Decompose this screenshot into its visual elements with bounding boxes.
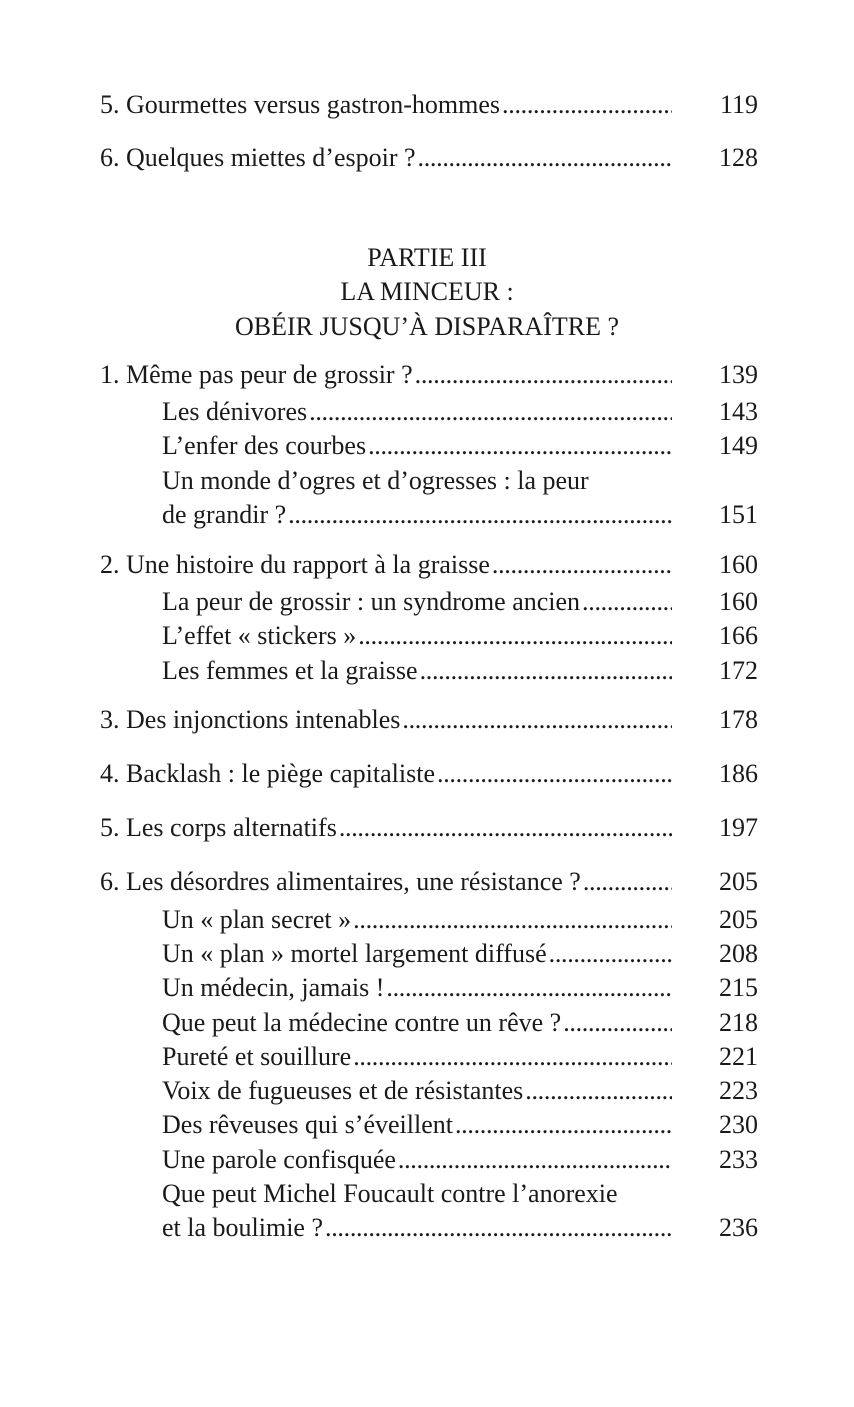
toc-entry-label: Un « plan » mortel largement diffusé: [162, 939, 547, 968]
toc-entry: [162, 1143, 672, 1177]
dot-leader: [549, 937, 672, 971]
toc-entry: [162, 395, 672, 429]
toc-page-number: 128: [719, 143, 758, 172]
toc-page-number: 149: [719, 431, 758, 460]
toc-entry: [162, 1108, 672, 1142]
dot-leader: [582, 585, 672, 619]
toc-page-number: 172: [719, 656, 758, 685]
toc-entry-label: L’effet « stickers »: [162, 621, 357, 650]
dot-leader: [563, 1006, 672, 1040]
toc-page-number: 230: [719, 1110, 758, 1139]
toc-entry-label: Les femmes et la graisse: [162, 656, 418, 685]
toc-entry: [162, 1074, 672, 1108]
dot-leader: [420, 654, 672, 688]
toc-entry-label: Pureté et souillure: [162, 1042, 352, 1071]
dot-leader: [353, 1040, 672, 1074]
dot-leader: [402, 703, 672, 737]
toc-entry-label: Que peut la médecine contre un rêve ?: [162, 1008, 562, 1037]
toc-entry: [100, 703, 672, 737]
toc-entry: [162, 585, 672, 619]
dot-leader: [455, 1108, 672, 1142]
toc-entry-label: 5. Les corps alternatifs: [100, 813, 337, 842]
toc-page-number: 205: [719, 867, 758, 896]
toc-entry-label: 2. Une histoire du rapport à la graisse: [100, 550, 490, 579]
toc-entry-label: de grandir ?: [162, 500, 287, 529]
toc-entry: [162, 971, 672, 1005]
toc-page-number: 205: [719, 905, 758, 934]
toc-entry-line: [162, 464, 672, 498]
toc-entry: [100, 757, 672, 791]
dot-leader: [437, 757, 672, 791]
toc-entry-label: Une parole confisquée: [162, 1145, 396, 1174]
dot-leader: [309, 395, 672, 429]
toc-entry-label: et la boulimie ?: [162, 1213, 324, 1242]
toc-entry: [162, 498, 672, 532]
part-number: PARTIE III: [367, 243, 487, 272]
toc-entry: [162, 1211, 672, 1245]
dot-leader: [502, 88, 672, 122]
dot-leader: [386, 971, 672, 1005]
toc-entry-label: Des rêveuses qui s’éveillent: [162, 1110, 453, 1139]
toc-entry-label: L’enfer des courbes: [162, 431, 367, 460]
dot-leader: [415, 358, 672, 392]
toc-entry: [100, 865, 672, 899]
dot-leader: [353, 903, 672, 937]
toc-page-number: 151: [719, 500, 758, 529]
toc-entry: [162, 937, 672, 971]
toc-page-number: 197: [719, 813, 758, 842]
dot-leader: [492, 548, 672, 582]
dot-leader: [583, 865, 672, 899]
part-title-line1: LA MINCEUR :: [340, 277, 514, 306]
dot-leader: [325, 1211, 672, 1245]
toc-page-number: 233: [719, 1145, 758, 1174]
toc-entry-line: [162, 1177, 672, 1211]
dot-leader: [398, 1143, 672, 1177]
toc-entry-label: Un monde d’ogres et d’ogresses : la peur: [162, 466, 589, 495]
toc-page-number: 143: [719, 397, 758, 426]
toc-entry-label: Voix de fugueuses et de résistantes: [162, 1076, 524, 1105]
dot-leader: [368, 429, 672, 463]
toc-entry-label: Que peut Michel Foucault contre l’anorexie: [162, 1179, 618, 1208]
dot-leader: [418, 141, 672, 175]
toc-entry-label: 1. Même pas peur de grossir ?: [100, 360, 413, 389]
toc-page-number: 166: [719, 621, 758, 650]
toc-entry-label: Un médecin, jamais !: [162, 973, 385, 1002]
toc-page-number: 160: [719, 550, 758, 579]
toc-page-number: 223: [719, 1076, 758, 1105]
toc-entry-label: Un « plan secret »: [162, 905, 352, 934]
toc-entry-label: 3. Des injonctions intenables: [100, 705, 401, 734]
toc-page-number: 178: [719, 705, 758, 734]
toc-entry: [100, 141, 672, 175]
part-title-line2: OBÉIR JUSQU’À DISPARAÎTRE ?: [234, 312, 619, 341]
toc-page-number: 139: [719, 360, 758, 389]
toc-entry: [100, 358, 672, 392]
toc-entry: [100, 811, 672, 845]
toc-page-number: 236: [719, 1213, 758, 1242]
toc-entry-label: 4. Backlash : le piège capitaliste: [100, 759, 435, 788]
dot-leader: [358, 619, 672, 653]
toc-entry-label: 5. Gourmettes versus gastron-hommes: [100, 90, 501, 119]
toc-entry: [100, 88, 672, 122]
toc-page-number: 218: [719, 1008, 758, 1037]
toc-entry-label: La peur de grossir : un syndrome ancien: [162, 587, 581, 616]
toc-page-number: 119: [719, 90, 758, 119]
toc-page-number: 215: [719, 973, 758, 1002]
dot-leader: [525, 1074, 672, 1108]
toc-entry-label: 6. Quelques miettes d’espoir ?: [100, 143, 416, 172]
toc-entry: [162, 654, 672, 688]
toc-page-number: 186: [719, 759, 758, 788]
dot-leader: [288, 498, 672, 532]
toc-entry-label: 6. Les désordres alimentaires, une résistance ?: [100, 867, 581, 896]
toc-entry: [162, 903, 672, 937]
toc-entry: [162, 429, 672, 463]
toc-entry: [162, 1006, 672, 1040]
toc-entry: [162, 619, 672, 653]
toc-entry: [162, 1040, 672, 1074]
toc-page-number: 221: [719, 1042, 758, 1071]
toc-page-number: 160: [719, 587, 758, 616]
dot-leader: [339, 811, 672, 845]
toc-page-number: 208: [719, 939, 758, 968]
toc-entry-label: Les dénivores: [162, 397, 308, 426]
toc-entry: [100, 548, 672, 582]
